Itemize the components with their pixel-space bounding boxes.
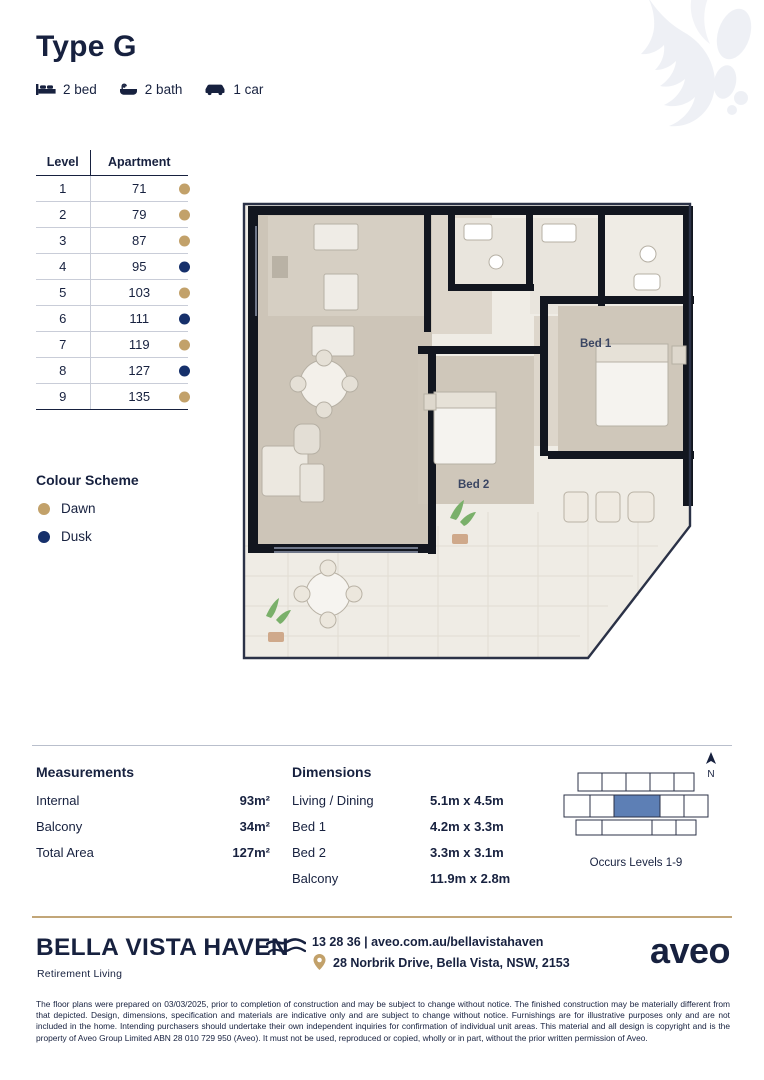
table-header-row (36, 150, 188, 176)
north-label: N (707, 769, 715, 780)
levels-table (36, 150, 188, 410)
dawn-swatch-icon (38, 503, 50, 515)
spec-bath (119, 82, 183, 97)
car-icon (204, 83, 226, 96)
scheme-dot-icon (179, 287, 190, 298)
apartment-cell (90, 202, 188, 228)
table-row (36, 384, 188, 410)
room-label-bed1: Bed 1 (580, 338, 612, 350)
north-arrow-icon (704, 752, 718, 766)
bed-icon (36, 83, 56, 96)
scheme-dot-icon (179, 339, 190, 350)
measurement-value-internal: 93m² (239, 793, 270, 808)
table-row (36, 254, 188, 280)
bath-icon (119, 83, 138, 96)
floorplan-drawing (228, 196, 706, 676)
table-row (36, 280, 188, 306)
measurement-label-balcony: Balcony (36, 819, 83, 834)
dimension-value-bed1: 4.2m x 3.3m (430, 819, 504, 834)
apartment-number: 71 (132, 181, 147, 196)
apartment-cell (90, 306, 188, 332)
apartment-number: 95 (132, 259, 147, 274)
key-plan-diagram (556, 765, 716, 840)
brand-name: BELLA VISTA HAVEN (36, 934, 289, 961)
colour-scheme-title: Colour Scheme (36, 472, 139, 488)
apartment-cell (90, 176, 188, 202)
level-cell: 3 (36, 228, 90, 254)
apartment-number: 119 (128, 337, 150, 352)
apartment-cell (90, 384, 188, 410)
scheme-dot-icon (179, 391, 190, 402)
divider-top (32, 745, 732, 746)
room-label-bed2: Bed 2 (458, 479, 490, 491)
dimensions-heading: Dimensions (292, 764, 372, 780)
apartment-cell (90, 280, 188, 306)
colour-scheme-dawn (38, 501, 96, 516)
dusk-swatch-icon (38, 531, 50, 543)
dimension-label-living: Living / Dining (292, 793, 374, 808)
measurement-value-total: 127m² (232, 845, 270, 860)
aveo-logo: aveo (649, 930, 730, 971)
contact-phone-web[interactable]: 13 28 36 | aveo.com.au/bellavistahaven (312, 935, 544, 949)
measurements-heading: Measurements (36, 764, 135, 780)
contact-address: 28 Norbrik Drive, Bella Vista, NSW, 2153 (333, 956, 570, 970)
level-cell: 5 (36, 280, 90, 306)
dusk-label: Dusk (61, 529, 92, 544)
divider-gold (32, 916, 732, 918)
level-cell: 1 (36, 176, 90, 202)
apartment-cell (90, 332, 188, 358)
table-row (36, 176, 188, 202)
disclaimer-text: The floor plans were prepared on 03/03/2025, prior to completion of construction and may be subject to change without notice. The finished construction may be materially different from that depicted. Design, dimensions, specification and materials are indicative only and are subject to change without notice. Furnishings are for illustrative purposes only and are not included in the home. Intending purchasers should undertake their own independent inquiries for confirmation of individual unit areas. This material and all design is copyright and is the property of Aveo Group Limited ABN 28 010 729 950 (Aveo). It must not be used, reproduced or copied, wholly or in part, without the prior written permission of Aveo. (36, 999, 730, 1043)
apartment-cell (90, 254, 188, 280)
measurement-label-internal: Internal (36, 793, 80, 808)
spec-car-label: 1 car (233, 82, 264, 97)
table-row (36, 332, 188, 358)
apartment-cell (90, 358, 188, 384)
bird-watermark-icon (584, 0, 754, 140)
scheme-dot-icon (179, 313, 190, 324)
page-title: Type G (36, 30, 137, 63)
dimension-label-bed2: Bed 2 (292, 845, 326, 860)
dimension-value-living: 5.1m x 4.5m (430, 793, 504, 808)
column-header-level: Level (36, 150, 90, 176)
colour-scheme-dusk (38, 529, 92, 544)
scheme-dot-icon (179, 235, 190, 246)
level-cell: 2 (36, 202, 90, 228)
level-cell: 8 (36, 358, 90, 384)
apartment-number: 87 (132, 233, 147, 248)
level-cell: 7 (36, 332, 90, 358)
wave-logo-icon (266, 936, 306, 958)
north-indicator (700, 752, 722, 780)
apartment-number: 127 (128, 363, 151, 378)
spec-bath-label: 2 bath (144, 82, 183, 97)
level-cell: 6 (36, 306, 90, 332)
dimension-label-bed1: Bed 1 (292, 819, 326, 834)
location-pin-icon (313, 954, 326, 970)
scheme-dot-icon (179, 183, 190, 194)
level-cell: 4 (36, 254, 90, 280)
apartment-number: 111 (129, 311, 150, 326)
key-plan-caption: Occurs Levels 1-9 (589, 857, 683, 869)
apartment-number: 103 (128, 285, 151, 300)
spec-bed (36, 82, 97, 97)
spec-car (204, 82, 263, 97)
spec-bed-label: 2 bed (63, 82, 97, 97)
spec-list (36, 82, 263, 97)
apartment-cell (90, 228, 188, 254)
dimension-label-balcony: Balcony (292, 871, 339, 886)
floorplan-svg (228, 196, 706, 676)
column-header-apartment: Apartment (90, 150, 188, 176)
table-row (36, 228, 188, 254)
dimension-value-bed2: 3.3m x 3.1m (430, 845, 504, 860)
brand-tagline: Retirement Living (37, 968, 123, 980)
table-row (36, 202, 188, 228)
dimension-value-balcony: 11.9m x 2.8m (430, 871, 511, 886)
table-row (36, 358, 188, 384)
dawn-label: Dawn (61, 501, 96, 516)
measurement-label-total: Total Area (36, 845, 94, 860)
scheme-dot-icon (179, 209, 190, 220)
table-row (36, 306, 188, 332)
apartment-number: 79 (132, 207, 147, 222)
scheme-dot-icon (179, 261, 190, 272)
apartment-number: 135 (128, 389, 151, 404)
measurement-value-balcony: 34m² (239, 819, 270, 834)
level-cell: 9 (36, 384, 90, 410)
scheme-dot-icon (179, 365, 190, 376)
